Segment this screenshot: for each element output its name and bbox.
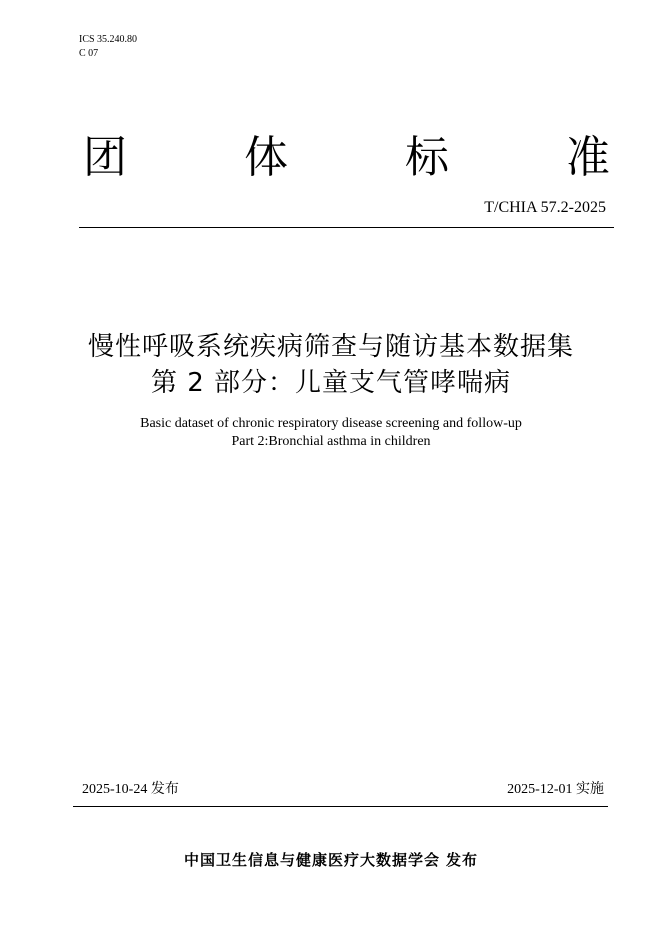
standard-type-char: 体 [244, 132, 288, 183]
publisher-line [0, 850, 662, 870]
chinese-title-line-2: 第 2 部分：儿童支气管哮喘病 [150, 368, 512, 398]
header-divider [79, 227, 614, 228]
standard-type-char: 团 [83, 132, 127, 183]
english-title-line-2: Part 2:Bronchial asthma in children [231, 434, 431, 449]
standard-type-char: 准 [566, 132, 610, 183]
english-title-line-1: Basic dataset of chronic respiratory disease screening and follow-up [140, 416, 522, 431]
footer-divider [73, 806, 608, 807]
ccs-code: C 07 [79, 48, 99, 59]
standard-type-char: 标 [405, 132, 449, 183]
implementation-date: 2025-12-01 实施 [507, 782, 604, 797]
publisher-name: 中国卫生信息与健康医疗大数据学会 [183, 851, 440, 869]
ics-code: ICS 35.240.80 [79, 34, 138, 45]
issue-date: 2025-10-24 发布 [82, 782, 179, 797]
standard-type-heading [79, 128, 614, 188]
chinese-title-line-1: 慢性呼吸系统疾病筛查与随访基本数据集 [87, 332, 574, 362]
standard-number: T/CHIA 57.2-2025 [484, 199, 606, 216]
publisher-action: 发布 [446, 851, 479, 869]
